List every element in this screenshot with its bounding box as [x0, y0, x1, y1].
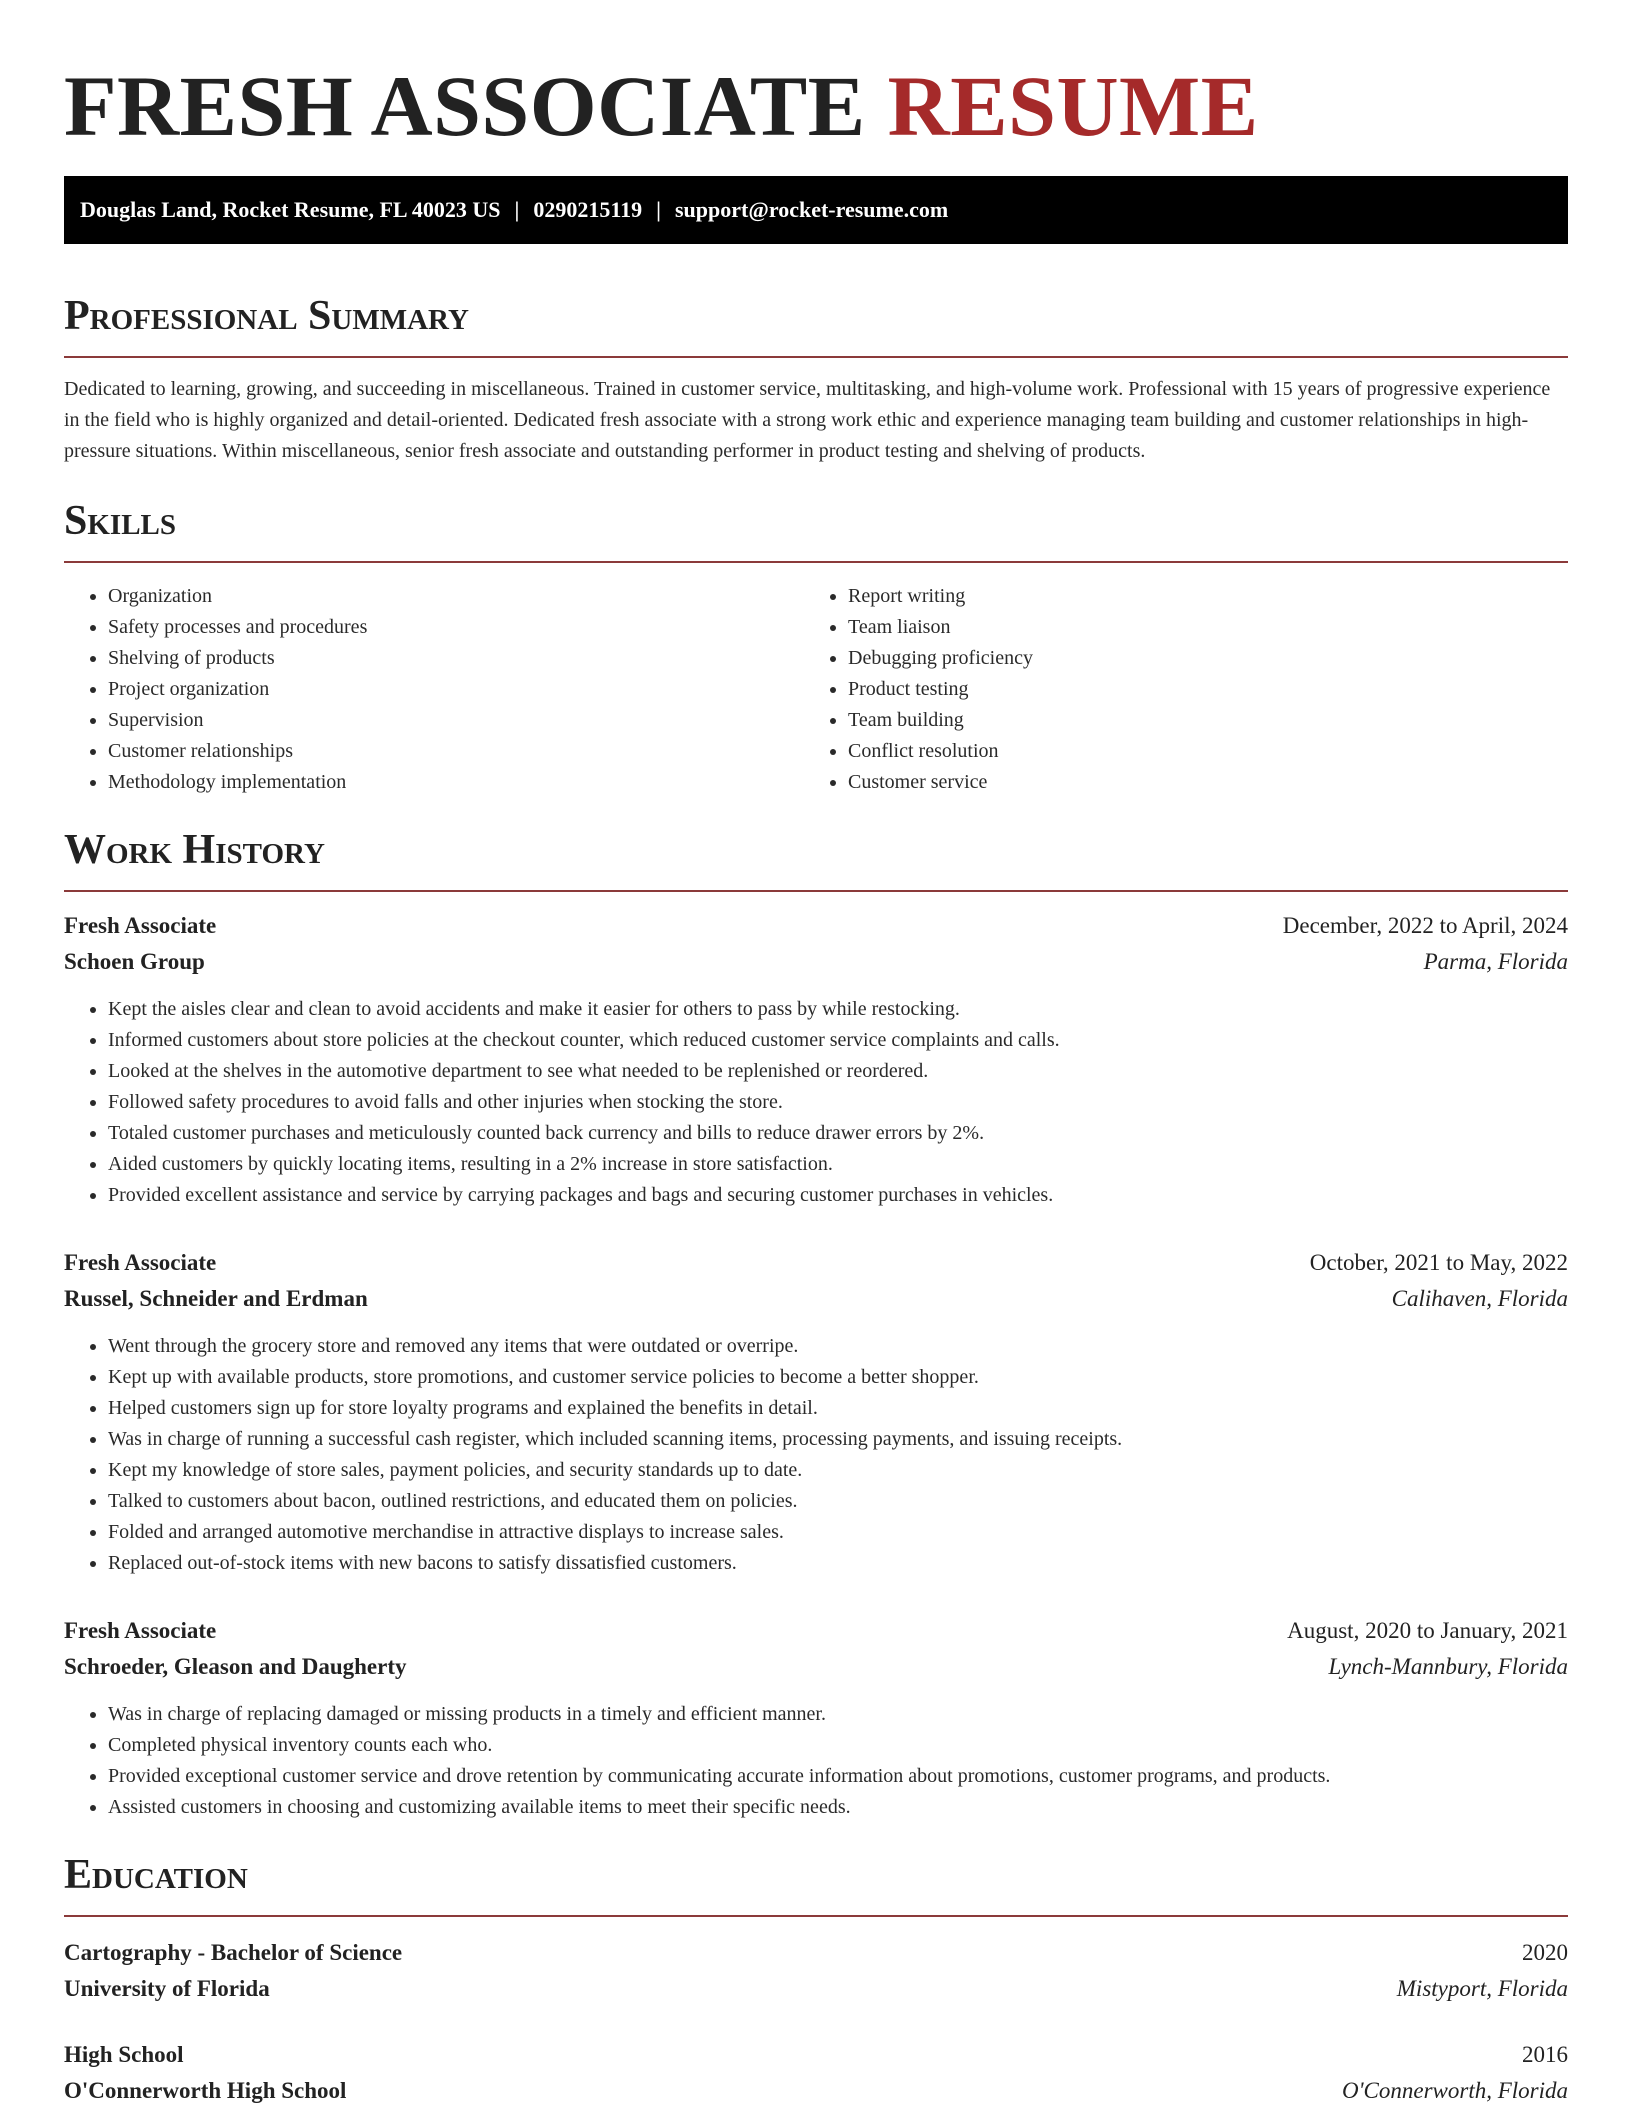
- summary-text: Dedicated to learning, growing, and succeeding in miscellaneous. Trained in customer service, multitasking, and high-volume work. Professional with 15 years of progressive experience in the field who is highly organized and detail-oriented. Dedicated fresh associate with a strong work ethic and experience managing team building and customer relationships in high-pressure situations. Within miscellaneous, senior fresh associate and outstanding performer in product testing and shelving of products.: [64, 378, 1551, 462]
- job-location: Calihaven, Florida: [1391, 1286, 1568, 1311]
- section-divider: [64, 890, 1568, 892]
- education-year: 2020: [1522, 1940, 1568, 1965]
- job-bullet: • Provided excellent assistance and service by carrying packages and bags and securing customer purchases in vehicles.: [108, 1180, 1568, 1211]
- skill-item: • Debugging proficiency: [848, 643, 1544, 674]
- job-location: Parma, Florida: [1423, 949, 1568, 974]
- skill-item: • Team liaison: [848, 612, 1544, 643]
- work-history-section: [64, 824, 1568, 1823]
- skills-section: [64, 495, 1568, 798]
- education-school-row: [64, 1971, 1568, 2007]
- summary-section: [64, 290, 1568, 467]
- job-bullet: • Talked to customers about bacon, outlined restrictions, and educated them on policies.: [108, 1486, 1568, 1517]
- job-company-row: [64, 1649, 1568, 1685]
- job-bullet: • Looked at the shelves in the automotive department to see what needed to be replenished or reordered.: [108, 1056, 1568, 1087]
- job-entry: [64, 1613, 1568, 1823]
- job-company: Russel, Schneider and Erdman: [64, 1286, 368, 1311]
- job-title: Fresh Associate: [64, 1618, 217, 1643]
- job-bullet: • Was in charge of running a successful cash register, which included scanning items, processing payments, and issuing receipts.: [108, 1424, 1568, 1455]
- education-degree: High School: [64, 2042, 184, 2067]
- skill-item: • Product testing: [848, 674, 1544, 705]
- section-divider: [64, 1915, 1568, 1917]
- skill-item: • Conflict resolution: [848, 736, 1544, 767]
- education-school-row: [64, 2073, 1568, 2109]
- job-bullet: • Assisted customers in choosing and customizing available items to meet their specific needs.: [108, 1792, 1568, 1823]
- skill-item: • Report writing: [848, 581, 1544, 612]
- job-bullet: • Totaled customer purchases and meticulously counted back currency and bills to reduce drawer errors by 2%.: [108, 1118, 1568, 1149]
- job-bullet: • Informed customers about store policies at the checkout counter, which reduced customer service complaints and calls.: [108, 1025, 1568, 1056]
- job-header-row: [64, 908, 1568, 944]
- education-section: [64, 1849, 1568, 2109]
- job-entry: [64, 1245, 1568, 1579]
- education-degree: Cartography - Bachelor of Science: [64, 1940, 403, 1965]
- job-bullets: [64, 1699, 1568, 1823]
- skills-list-left: [64, 581, 804, 798]
- contact-phone: 0290215119: [533, 197, 643, 222]
- skill-item: • Customer relationships: [108, 736, 804, 767]
- job-header-row: [64, 1613, 1568, 1649]
- education-entry: [64, 1935, 1568, 2007]
- skill-item: • Safety processes and procedures: [108, 612, 804, 643]
- section-heading-summary: Professional Summary: [64, 293, 469, 339]
- job-bullet: • Kept the aisles clear and clean to avoid accidents and make it easier for others to pass by while restocking.: [108, 994, 1568, 1025]
- contact-address: Douglas Land, Rocket Resume, FL 40023 US: [80, 197, 501, 222]
- job-bullet: • Kept up with available products, store promotions, and customer service policies to become a better shopper.: [108, 1362, 1568, 1393]
- job-company-row: [64, 944, 1568, 980]
- skill-item: • Organization: [108, 581, 804, 612]
- education-location: Mistyport, Florida: [1396, 1976, 1568, 2001]
- title-accent: RESUME: [887, 58, 1259, 154]
- job-bullet: • Followed safety procedures to avoid falls and other injuries when stocking the store.: [108, 1087, 1568, 1118]
- job-bullet: • Kept my knowledge of store sales, payment policies, and security standards up to date.: [108, 1455, 1568, 1486]
- job-bullet: • Aided customers by quickly locating items, resulting in a 2% increase in store satisfaction.: [108, 1149, 1568, 1180]
- job-company: Schroeder, Gleason and Daugherty: [64, 1654, 407, 1679]
- education-entry: [64, 2037, 1568, 2109]
- job-bullet: • Folded and arranged automotive merchandise in attractive displays to increase sales.: [108, 1517, 1568, 1548]
- job-bullet: • Helped customers sign up for store loyalty programs and explained the benefits in detail.: [108, 1393, 1568, 1424]
- job-bullets: [64, 1331, 1568, 1579]
- job-location: Lynch-Mannbury, Florida: [1328, 1654, 1568, 1679]
- contact-email: support@rocket-resume.com: [675, 197, 949, 222]
- contact-separator: |: [656, 197, 661, 222]
- job-bullet: • Completed physical inventory counts each who.: [108, 1730, 1568, 1761]
- job-entry: [64, 908, 1568, 1211]
- section-divider: [64, 561, 1568, 563]
- section-heading-education: Education: [64, 1852, 248, 1898]
- education-header-row: [64, 2037, 1568, 2073]
- skills-list-right: [804, 581, 1544, 798]
- page-title: [64, 0, 1568, 156]
- contact-bar: [64, 176, 1568, 244]
- job-company: Schoen Group: [64, 949, 205, 974]
- job-dates: August, 2020 to January, 2021: [1287, 1618, 1568, 1643]
- skill-item: • Team building: [848, 705, 1544, 736]
- education-header-row: [64, 1935, 1568, 1971]
- section-heading-work: Work History: [64, 827, 325, 873]
- education-school: University of Florida: [64, 1976, 270, 2001]
- section-divider: [64, 356, 1568, 358]
- job-bullet: • Went through the grocery store and removed any items that were outdated or overripe.: [108, 1331, 1568, 1362]
- job-dates: October, 2021 to May, 2022: [1309, 1250, 1568, 1275]
- education-year: 2016: [1522, 2042, 1568, 2067]
- skill-item: • Customer service: [848, 767, 1544, 798]
- contact-separator: |: [514, 197, 520, 222]
- skills-columns: [64, 581, 1568, 798]
- skill-item: • Shelving of products: [108, 643, 804, 674]
- skill-item: • Supervision: [108, 705, 804, 736]
- skill-item: • Methodology implementation: [108, 767, 804, 798]
- job-bullet: • Provided exceptional customer service and drove retention by communicating accurate information about promotions, customer programs, and products.: [108, 1761, 1568, 1792]
- education-school: O'Connerworth High School: [64, 2078, 347, 2103]
- job-header-row: [64, 1245, 1568, 1281]
- job-title: Fresh Associate: [64, 1250, 217, 1275]
- education-location: O'Connerworth, Florida: [1342, 2078, 1568, 2103]
- job-bullet: • Was in charge of replacing damaged or missing products in a timely and efficient manner.: [108, 1699, 1568, 1730]
- job-dates: December, 2022 to April, 2024: [1282, 913, 1568, 938]
- skill-item: • Project organization: [108, 674, 804, 705]
- job-bullets: [64, 994, 1568, 1211]
- job-company-row: [64, 1281, 1568, 1317]
- job-title: Fresh Associate: [64, 913, 217, 938]
- section-heading-skills: Skills: [64, 498, 177, 544]
- title-main: FRESH ASSOCIATE: [64, 58, 866, 154]
- job-bullet: • Replaced out-of-stock items with new bacons to satisfy dissatisfied customers.: [108, 1548, 1568, 1579]
